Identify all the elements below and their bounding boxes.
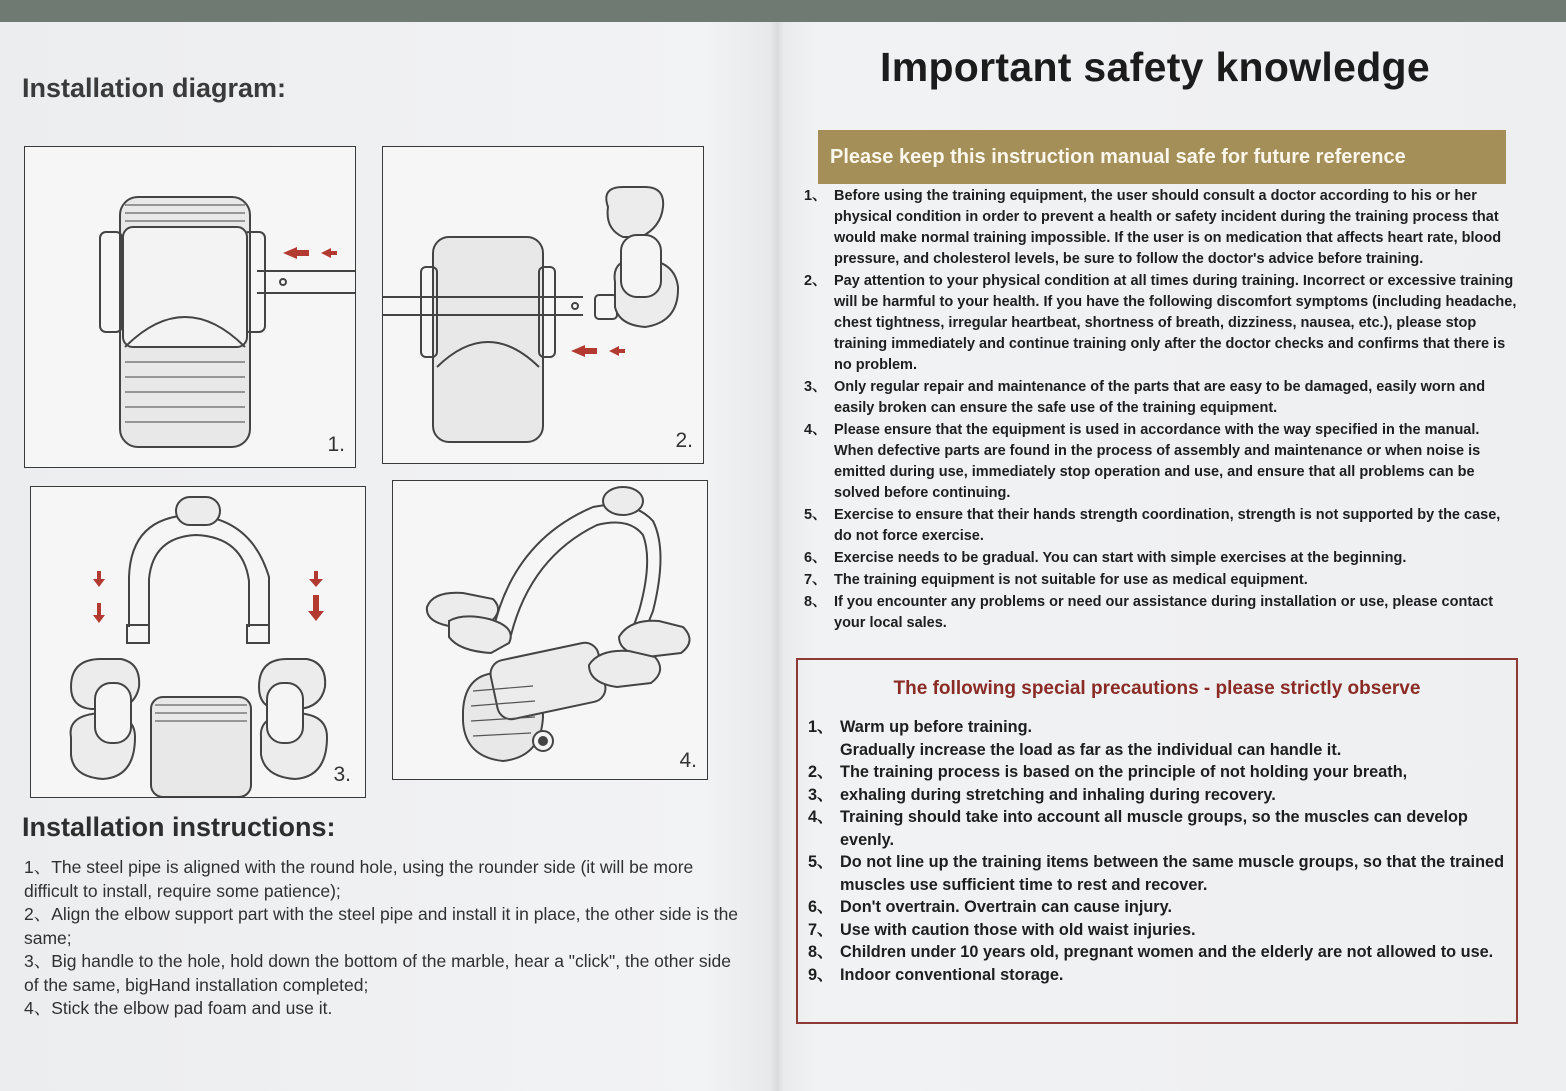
item-number: 8、 bbox=[804, 594, 827, 610]
item-text: Pay attention to your physical condition at all times during training. Incorrect or excessive training will be harmful to your health. If you have the following discomfort symptoms (including headache, chest tightness, irregular heartbeat, shortness of breath, dizziness, nausea, etc.), please stop training immediately and continue training only after the doctor checks and confirms that there is no problem. bbox=[834, 273, 1517, 373]
item-text: Don't overtrain. Overtrain can cause injury. bbox=[840, 898, 1173, 916]
item-number: 5、 bbox=[804, 507, 827, 523]
item-text: exhaling during stretching and inhaling during recovery. bbox=[840, 785, 1276, 804]
precaution-item bbox=[806, 784, 1506, 807]
item-number: 2、 bbox=[808, 763, 834, 781]
item-text: Warm up before training. bbox=[840, 718, 1033, 736]
item-text: Before using the training equipment, the user should consult a doctor according to his or her physical condition in order to prevent a health or safety incident during the training process that would make normal training impossible. If the user is on medication that affects heart rate, blood pressure, and cholesterol levels, be sure to follow the doctor's advice before training. bbox=[834, 188, 1502, 267]
keep-manual-banner: Please keep this instruction manual safe for future reference bbox=[818, 130, 1506, 184]
item-number: 1、 bbox=[808, 718, 834, 736]
item-number: 7、 bbox=[804, 572, 827, 588]
safety-item bbox=[800, 570, 1520, 591]
page-fold bbox=[770, 22, 784, 1091]
diagram-panel-3 bbox=[30, 486, 366, 798]
item-text: Only regular repair and maintenance of the parts that are easy to be damaged, easily worn and easily broken can ensure the safe use of the training equipment. bbox=[834, 379, 1486, 416]
safety-item bbox=[800, 420, 1520, 504]
precaution-item bbox=[806, 964, 1506, 987]
item-text: The training process is based on the principle of not holding your breath, bbox=[840, 763, 1408, 781]
wheel-pipe-illustration bbox=[25, 147, 355, 467]
safety-items-list bbox=[800, 186, 1520, 635]
instruction-item: 2、Align the elbow support part with the steel pipe and install it in place, the other side is the same; bbox=[24, 904, 739, 948]
item-text: Indoor conventional storage. bbox=[840, 965, 1064, 984]
special-precautions-box bbox=[796, 658, 1518, 1024]
item-number: 1、 bbox=[804, 188, 827, 204]
step-label-2: 2. bbox=[675, 429, 693, 452]
precautions-title: The following special precautions - please strictly observe bbox=[893, 678, 1421, 699]
item-text: The training equipment is not suitable for use as medical equipment. bbox=[834, 572, 1308, 588]
precaution-item bbox=[806, 716, 1506, 739]
safety-item bbox=[800, 548, 1520, 569]
item-text: Do not line up the training items between the same muscle groups, so that the trained muscles use sufficient time to rest and recover. bbox=[840, 853, 1505, 894]
item-number: 5、 bbox=[808, 853, 834, 871]
item-number: 6、 bbox=[804, 550, 827, 566]
installation-diagram-title: Installation diagram: bbox=[22, 73, 287, 103]
precaution-item bbox=[806, 806, 1506, 851]
item-text: Please ensure that the equipment is used in accordance with the way specified in the manual. When defective parts are found in the process of assembly and maintenance or when noise is emitted during use, immediately stop operation and use, and ensure that all problems can be solved before continuing. bbox=[834, 422, 1481, 501]
safety-knowledge-title: Important safety knowledge bbox=[880, 44, 1431, 90]
item-text: Exercise to ensure that their hands strength coordination, strength is not supported by the case, do not force exercise. bbox=[834, 507, 1501, 544]
safety-item bbox=[800, 186, 1520, 270]
item-number: 3、 bbox=[804, 379, 827, 395]
safety-item bbox=[800, 377, 1520, 419]
instruction-item: 4、Stick the elbow pad foam and use it. bbox=[24, 998, 333, 1018]
item-number: 7、 bbox=[808, 920, 834, 939]
item-number: 8、 bbox=[808, 943, 834, 961]
precaution-item bbox=[806, 941, 1506, 964]
safety-item bbox=[800, 505, 1520, 547]
precaution-item bbox=[806, 851, 1506, 896]
diagram-panel-2 bbox=[382, 146, 704, 464]
diagram-panel-1 bbox=[24, 146, 356, 468]
precautions-list bbox=[806, 716, 1506, 986]
diagram-panel-4 bbox=[392, 480, 708, 780]
item-text: Use with caution those with old waist injuries. bbox=[840, 920, 1196, 939]
precaution-item bbox=[806, 896, 1506, 919]
item-text: If you encounter any problems or need our assistance during installation or use, please contact your local sales. bbox=[834, 594, 1494, 631]
precaution-item bbox=[806, 761, 1506, 784]
item-number: 3、 bbox=[808, 785, 834, 804]
instruction-item: 3、Big handle to the hole, hold down the bottom of the marble, hear a "click", the other side of the same, bigHand installation completed; bbox=[24, 951, 732, 995]
item-number: 9、 bbox=[808, 965, 834, 984]
item-text: Exercise needs to be gradual. You can start with simple exercises at the beginning. bbox=[834, 550, 1407, 566]
handle-installation-illustration bbox=[31, 487, 365, 797]
item-number: 6、 bbox=[808, 898, 834, 916]
item-text: Training should take into account all muscle groups, so the muscles can develop evenly. bbox=[840, 808, 1468, 849]
installation-instructions-list bbox=[24, 856, 744, 1021]
elbow-support-illustration bbox=[383, 147, 703, 463]
item-text: Gradually increase the load as far as the individual can handle it. bbox=[840, 740, 1342, 759]
step-label-4: 4. bbox=[679, 749, 697, 772]
safety-item bbox=[800, 592, 1520, 634]
instruction-item: 1、The steel pipe is aligned with the round hole, using the rounder side (it will be more difficult to install, require some patience); bbox=[24, 857, 694, 901]
precaution-item bbox=[806, 739, 1506, 762]
installation-instructions-title: Installation instructions: bbox=[22, 812, 336, 842]
item-text: Children under 10 years old, pregnant women and the elderly are not allowed to use. bbox=[840, 943, 1494, 961]
item-number: 4、 bbox=[804, 422, 827, 438]
assembled-wheel-illustration bbox=[393, 481, 707, 779]
step-label-3: 3. bbox=[333, 763, 351, 786]
item-number: 2、 bbox=[804, 273, 827, 289]
item-number: 4、 bbox=[808, 808, 834, 826]
precaution-item bbox=[806, 919, 1506, 942]
step-label-1: 1. bbox=[327, 433, 345, 456]
safety-item bbox=[800, 271, 1520, 376]
